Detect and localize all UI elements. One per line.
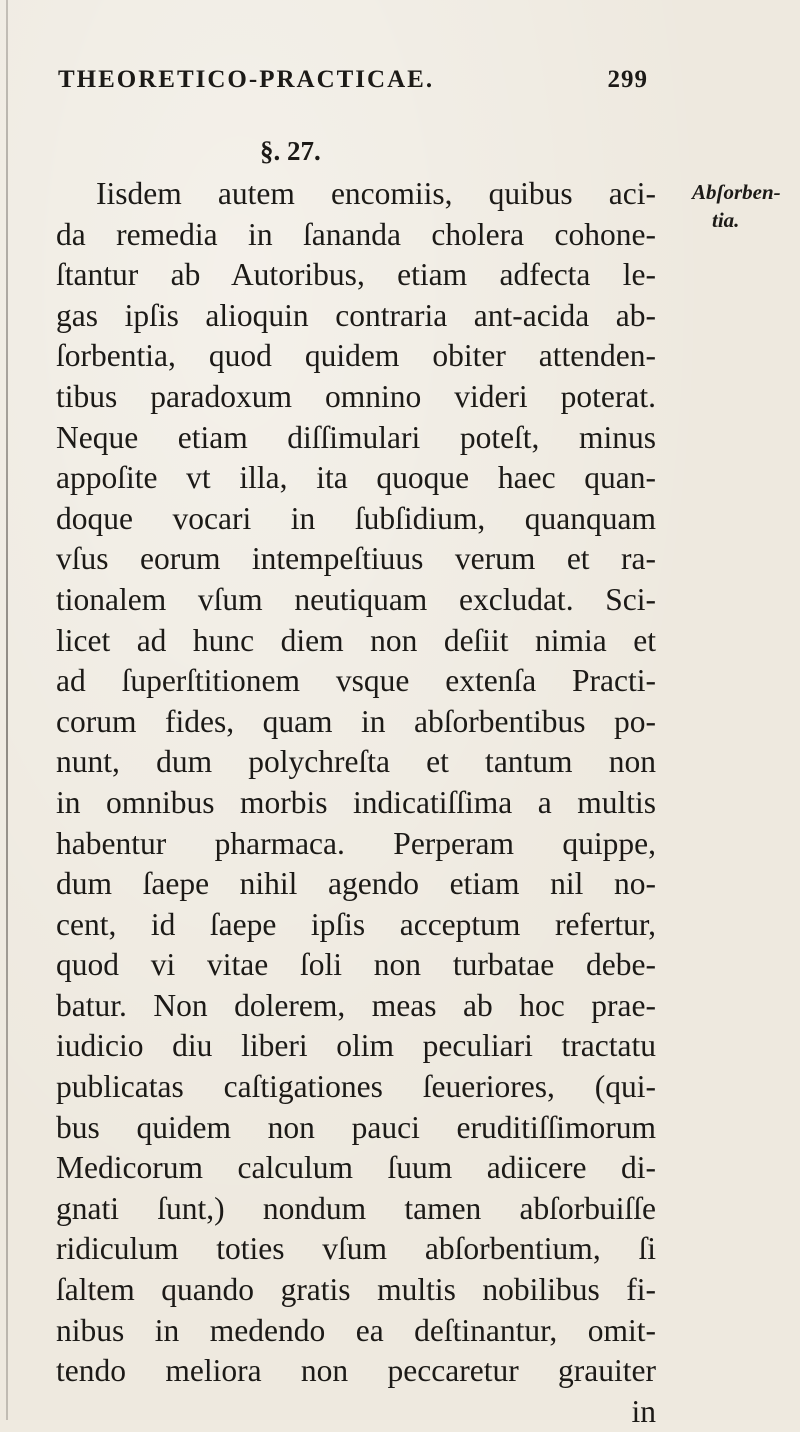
running-head	[58, 66, 648, 106]
page-number: 299	[607, 66, 648, 93]
text-line: doque vocari in ſubſidium, quanquam	[56, 500, 656, 536]
text-line: tionalem vſum neutiquam excludat. Sci-	[56, 581, 656, 617]
text-line: Neque etiam diſſimulari poteſt, minus	[56, 419, 656, 455]
text-line: appoſite vt illa, ita quoque haec quan-	[56, 460, 656, 496]
page-gutter-edge	[6, 0, 8, 1420]
marginal-note	[692, 178, 792, 234]
running-title: THEORETICO-PRACTICAE.	[58, 66, 435, 93]
body-paragraph	[56, 174, 656, 1432]
text-line: dum ſaepe nihil agendo etiam nil no-	[56, 866, 656, 902]
text-line: ſaltem quando gratis multis nobilibus fi-	[56, 1272, 656, 1308]
text-line: bus quidem non pauci eruditiſſimorum	[56, 1109, 656, 1145]
text-line: ridiculum toties vſum abſorbentium, ſi	[56, 1231, 656, 1267]
text-line: tendo meliora non peccaretur grauiter	[56, 1353, 656, 1389]
text-line: da remedia in ſananda cholera cohone-	[56, 216, 656, 252]
text-line: gas ipſis alioquin contraria ant-acida ab-	[56, 297, 656, 333]
text-line: ſtantur ab Autoribus, etiam adfecta le-	[56, 257, 656, 293]
text-line: nibus in medendo ea deſtinantur, omit-	[56, 1312, 656, 1348]
text-line: Medicorum calculum ſuum adiicere di-	[56, 1150, 656, 1186]
section-heading: §. 27.	[260, 136, 321, 166]
text-line: vſus eorum intempeſtiuus verum et ra-	[56, 541, 656, 577]
text-line: tibus paradoxum omnino videri poterat.	[56, 378, 656, 414]
text-line: in omnibus morbis indicatiſſima a multis	[56, 784, 656, 820]
text-line: cent, id ſaepe ipſis acceptum refertur,	[56, 906, 656, 942]
text-line: habentur pharmaca. Perperam quippe,	[56, 825, 656, 861]
text-line: batur. Non dolerem, meas ab hoc prae-	[56, 987, 656, 1023]
text-line: ſorbentia, quod quidem obiter attenden-	[56, 338, 656, 374]
text-line: gnati ſunt,) nondum tamen abſorbuiſſe	[56, 1190, 656, 1226]
marginal-note-line: tia.	[712, 208, 740, 232]
text-line: ad ſuperſtitionem vsque extenſa Practi-	[56, 663, 656, 699]
text-line: Iisdem autem encomiis, quibus aci-	[96, 176, 656, 211]
text-line: corum fides, quam in abſorbentibus po-	[56, 703, 656, 739]
marginal-note-line: Abſorben-	[692, 180, 781, 204]
text-line: nunt, dum polychreſta et tantum non	[56, 744, 656, 780]
catchword: in	[631, 1393, 656, 1429]
text-line: iudicio diu liberi olim peculiari tractatu	[56, 1028, 656, 1064]
text-line: publicatas caſtigationes ſeueriores, (qui-	[56, 1069, 656, 1105]
text-line: licet ad hunc diem non deſiit nimia et	[56, 622, 656, 658]
text-line: quod vi vitae ſoli non turbatae debe-	[56, 947, 656, 983]
